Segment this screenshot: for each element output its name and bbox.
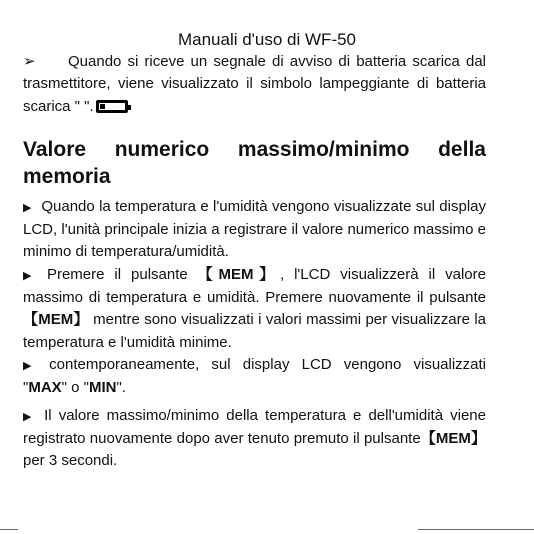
footer-rule-right: [418, 529, 534, 530]
title-line2: memoria: [23, 164, 111, 188]
intro-paragraph: [23, 51, 486, 118]
mem-button-label: 【MEM】: [197, 265, 280, 283]
footer-rule-left: [0, 529, 18, 530]
document-body: [23, 51, 486, 472]
list-item-text: Quando la temperatura e l'umidità vengono visualizzate sul display LCD, l'unità principale inizia a registrare il valore numerico massimo e minimo di temperatura/umidità.: [23, 197, 486, 261]
arrow-bullet-icon: ➢: [23, 53, 36, 70]
min-label: MIN: [89, 379, 117, 397]
intro-text-tail: ".: [84, 97, 94, 115]
intro-text: Quando si riceve un segnale di avviso di batteria scarica dal trasmettitore, viene visualizzato il simbolo lampeggiante di batteria scarica ": [23, 53, 486, 115]
list-item-text: mentre sono visualizzati i valori massimi per visualizzare la temperatura e l'umidità minime.: [23, 311, 486, 351]
list-item-text: " o ": [61, 379, 89, 397]
list-item-text: per 3 secondi.: [23, 452, 118, 470]
section-title: [23, 136, 486, 190]
list-item-text: Premere il pulsante: [46, 265, 198, 283]
list-item: [23, 405, 486, 473]
title-word: massimo/minimo: [237, 137, 410, 161]
title-word: numerico: [114, 137, 210, 161]
list-item-text: ".: [116, 379, 126, 397]
mem-button-label: 【MEM】: [23, 311, 89, 329]
title-word: Valore: [23, 137, 87, 161]
list-item: [23, 264, 486, 354]
list-item: [23, 354, 486, 400]
triangle-bullet-icon: ▶: [23, 410, 32, 423]
max-label: MAX: [28, 379, 62, 397]
triangle-bullet-icon: ▶: [23, 359, 32, 372]
list-item-text: contemporaneamente, sul display LCD vengono visualizzati ": [23, 355, 487, 397]
triangle-bullet-icon: ▶: [23, 269, 32, 282]
battery-low-icon: [96, 100, 128, 113]
list-item-text: , l'LCD visualizzerà il valore massimo di temperatura e umidità. Premere nuovamente il pulsante: [23, 265, 486, 307]
title-word: della: [438, 137, 486, 161]
list-item-text: Il valore massimo/minimo della temperatura e dell'umidità viene registrato nuovamente dopo aver tenuto premuto il pulsante: [23, 406, 486, 447]
page-header: Manuali d'uso di WF-50: [177, 30, 357, 49]
list-item: [23, 196, 486, 264]
triangle-bullet-icon: ▶: [23, 201, 32, 214]
mem-button-label: 【MEM】: [420, 429, 486, 447]
